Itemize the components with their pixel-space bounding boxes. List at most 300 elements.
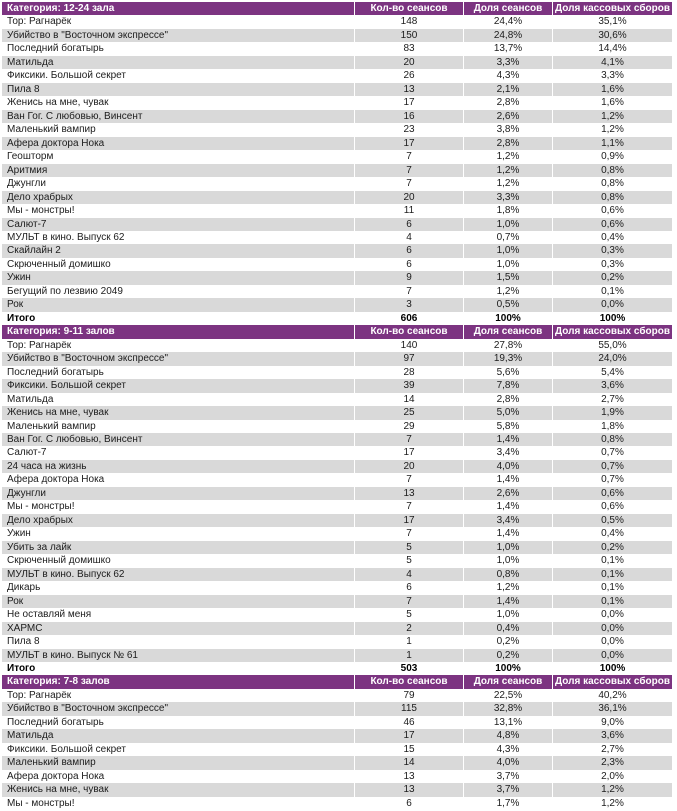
box-office-share-cell: 0,9% — [552, 150, 672, 163]
sessions-count-cell: 20 — [354, 191, 463, 204]
movie-name-cell: Салют-7 — [7, 218, 47, 230]
sessions-share-cell: 1,4% — [463, 500, 552, 513]
sessions-share-cell: 24,8% — [463, 29, 552, 42]
box-office-share-cell: 1,1% — [552, 137, 672, 150]
box-office-share-cell: 0,4% — [552, 527, 672, 540]
box-office-share-cell: 0,7% — [552, 460, 672, 473]
movie-name-cell: Мы - монстры! — [7, 501, 75, 513]
sessions-share-cell: 0,5% — [463, 298, 552, 311]
box-office-share-cell: 3,6% — [552, 729, 672, 742]
sessions-count-cell: 17 — [354, 446, 463, 459]
table-row — [2, 460, 672, 473]
sessions-share-cell: 0,7% — [463, 231, 552, 244]
box-office-share-cell: 0,4% — [552, 231, 672, 244]
sessions-share-cell: 4,3% — [463, 69, 552, 82]
table-row — [2, 743, 672, 756]
sessions-count-cell: 1 — [354, 649, 463, 662]
table-row — [2, 473, 672, 486]
sessions-count-cell: 148 — [354, 15, 463, 28]
sessions-share-cell: 1,0% — [463, 244, 552, 257]
box-office-share-cell: 3,6% — [552, 379, 672, 392]
sessions-count-cell: 3 — [354, 298, 463, 311]
movie-name-cell: Афера доктора Нока — [7, 137, 105, 149]
sessions-count-cell: 150 — [354, 29, 463, 42]
sessions-share-cell: 22,5% — [463, 689, 552, 702]
sessions-share-cell: 3,7% — [463, 770, 552, 783]
box-office-share-cell: 0,0% — [552, 622, 672, 635]
sessions-count-cell: 39 — [354, 379, 463, 392]
sessions-share-cell: 100% — [463, 312, 552, 325]
sessions-count-cell: 7 — [354, 285, 463, 298]
movie-name-cell: Афера доктора Нока — [7, 770, 105, 782]
movie-name-cell: 24 часа на жизнь — [7, 460, 87, 472]
table-row — [2, 83, 672, 96]
sessions-count-cell: 140 — [354, 339, 463, 352]
table-row — [2, 204, 672, 217]
sessions-share-cell: 4,3% — [463, 743, 552, 756]
sessions-share-cell: 1,0% — [463, 258, 552, 271]
movie-name-cell: Женись на мне, чувак — [7, 407, 109, 419]
movie-name-cell: Скрюченный домишко — [7, 258, 111, 270]
sessions-share-cell: 24,4% — [463, 15, 552, 28]
sessions-share-cell: 1,2% — [463, 581, 552, 594]
table-section — [2, 2, 672, 325]
table-row — [2, 15, 672, 28]
box-office-share-cell: 0,3% — [552, 244, 672, 257]
sessions-share-cell: 5,8% — [463, 420, 552, 433]
sessions-share-cell: 1,4% — [463, 595, 552, 608]
movie-name-cell: Афера доктора Нока — [7, 474, 105, 486]
box-office-share-cell: 0,7% — [552, 446, 672, 459]
sessions-count-cell: 79 — [354, 689, 463, 702]
box-office-share-cell: 36,1% — [552, 702, 672, 715]
sessions-count-cell: 25 — [354, 406, 463, 419]
box-office-share-cell: 55,0% — [552, 339, 672, 352]
table-section — [2, 675, 672, 810]
table-row — [2, 352, 672, 365]
sessions-count-cell: 5 — [354, 554, 463, 567]
sessions-count-cell: 7 — [354, 433, 463, 446]
sessions-share-cell: 1,8% — [463, 204, 552, 217]
sessions-share-cell: 1,2% — [463, 177, 552, 190]
sessions-share-cell: 13,7% — [463, 42, 552, 55]
box-office-share-cell: 40,2% — [552, 689, 672, 702]
box-office-share-cell: 0,8% — [552, 191, 672, 204]
section-header-row — [2, 675, 672, 688]
box-office-share-cell: 4,1% — [552, 56, 672, 69]
sessions-count-cell: 26 — [354, 69, 463, 82]
box-office-share-cell: 0,0% — [552, 649, 672, 662]
sessions-count-cell: 29 — [354, 420, 463, 433]
box-office-share-cell: 0,6% — [552, 500, 672, 513]
sessions-count-cell: 2 — [354, 622, 463, 635]
total-row — [2, 662, 672, 675]
movie-name-cell: Последний богатырь — [7, 716, 104, 728]
sessions-count-cell: 6 — [354, 797, 463, 810]
box-office-share-cell: 3,3% — [552, 69, 672, 82]
table-row — [2, 339, 672, 352]
movie-name-cell: Тор: Рагнарёк — [7, 16, 72, 28]
sessions-count-cell: 606 — [354, 312, 463, 325]
movie-name-cell: Бегущий по лезвию 2049 — [7, 285, 123, 297]
movie-name-cell: Ужин — [7, 528, 31, 540]
box-office-share-cell: 0,6% — [552, 204, 672, 217]
table-row — [2, 244, 672, 257]
sessions-count-cell: 4 — [354, 568, 463, 581]
movie-name-cell: Итого — [7, 662, 36, 674]
box-office-share-cell: 0,8% — [552, 164, 672, 177]
movie-name-cell: Последний богатырь — [7, 43, 104, 55]
table-row — [2, 622, 672, 635]
sessions-count-cell: 5 — [354, 608, 463, 621]
sessions-count-cell: 7 — [354, 150, 463, 163]
box-office-share-cell: 2,3% — [552, 756, 672, 769]
sessions-share-cell: 1,4% — [463, 473, 552, 486]
movie-name-cell: Ужин — [7, 272, 31, 284]
box-office-share-cell: 1,2% — [552, 110, 672, 123]
section-header-row — [2, 325, 672, 338]
movie-name-cell: Джунгли — [7, 178, 46, 190]
sessions-share-cell: 1,7% — [463, 797, 552, 810]
movie-name-cell: Женись на мне, чувак — [7, 784, 109, 796]
column-header-sessions-count: Кол-во сеансов — [354, 2, 463, 15]
sessions-share-cell: 1,4% — [463, 527, 552, 540]
table-row — [2, 756, 672, 769]
movie-name-cell: Ван Гог. С любовью, Винсент — [7, 434, 143, 445]
table-row — [2, 568, 672, 581]
section-title: Категория: 12-24 зала — [7, 3, 115, 14]
sessions-count-cell: 28 — [354, 366, 463, 379]
movie-name-cell: Матильда — [7, 730, 54, 742]
section-title: Категория: 7-8 залов — [7, 676, 110, 688]
table-row — [2, 527, 672, 540]
movie-name-cell: Рок — [7, 595, 24, 607]
sessions-count-cell: 13 — [354, 770, 463, 783]
table-row — [2, 177, 672, 190]
box-office-share-cell: 0,2% — [552, 541, 672, 554]
table-row — [2, 541, 672, 554]
movie-name-cell: Тор: Рагнарёк — [7, 339, 72, 351]
movie-name-cell: Рок — [7, 299, 24, 311]
table-row — [2, 69, 672, 82]
box-office-share-cell: 5,4% — [552, 366, 672, 379]
sessions-share-cell: 2,1% — [463, 83, 552, 96]
box-office-share-cell: 1,2% — [552, 797, 672, 810]
movie-name-cell: Пила 8 — [7, 636, 40, 648]
sessions-share-cell: 1,0% — [463, 218, 552, 231]
table-row — [2, 366, 672, 379]
movie-name-cell: Дикарь — [7, 582, 41, 594]
sessions-count-cell: 16 — [354, 110, 463, 123]
table-row — [2, 137, 672, 150]
movie-name-cell: Тор: Рагнарёк — [7, 689, 72, 701]
movie-name-cell: Джунгли — [7, 487, 46, 499]
box-office-share-cell: 14,4% — [552, 42, 672, 55]
movie-name-cell: Маленький вампир — [7, 757, 96, 769]
box-office-share-cell: 0,0% — [552, 635, 672, 648]
table-row — [2, 271, 672, 284]
table-row — [2, 191, 672, 204]
movie-name-cell: МУЛЬТ в кино. Выпуск 62 — [7, 231, 125, 243]
report-table — [2, 2, 672, 810]
sessions-share-cell: 2,8% — [463, 137, 552, 150]
movie-name-cell: Фиксики. Большой секрет — [7, 70, 126, 82]
sessions-count-cell: 9 — [354, 271, 463, 284]
table-row — [2, 500, 672, 513]
sessions-share-cell: 1,2% — [463, 150, 552, 163]
box-office-share-cell: 1,6% — [552, 83, 672, 96]
movie-name-cell: Матильда — [7, 393, 54, 405]
table-row — [2, 164, 672, 177]
table-row — [2, 649, 672, 662]
table-row — [2, 258, 672, 271]
box-office-share-cell: 30,6% — [552, 29, 672, 42]
sessions-share-cell: 19,3% — [463, 352, 552, 365]
sessions-count-cell: 7 — [354, 595, 463, 608]
sessions-share-cell: 27,8% — [463, 339, 552, 352]
table-row — [2, 702, 672, 715]
table-row — [2, 554, 672, 567]
sessions-count-cell: 97 — [354, 352, 463, 365]
table-row — [2, 150, 672, 163]
movie-name-cell: Мы - монстры! — [7, 205, 75, 217]
box-office-share-cell: 1,9% — [552, 406, 672, 419]
table-row — [2, 29, 672, 42]
box-office-share-cell: 0,8% — [552, 433, 672, 446]
table-row — [2, 420, 672, 433]
movie-name-cell: Фиксики. Большой секрет — [7, 743, 126, 755]
sessions-count-cell: 20 — [354, 460, 463, 473]
column-header-sessions-share: Доля сеансов — [463, 325, 552, 338]
movie-name-cell: Убийство в "Восточном экспрессе" — [7, 703, 169, 715]
box-office-share-cell: 0,1% — [552, 581, 672, 594]
movie-name-cell: Салют-7 — [7, 447, 47, 459]
sessions-share-cell: 0,2% — [463, 649, 552, 662]
sessions-count-cell: 20 — [354, 56, 463, 69]
sessions-count-cell: 7 — [354, 164, 463, 177]
sessions-share-cell: 13,1% — [463, 716, 552, 729]
table-row — [2, 393, 672, 406]
table-row — [2, 406, 672, 419]
column-header-sessions-count: Кол-во сеансов — [354, 325, 463, 338]
box-office-share-cell: 1,2% — [552, 783, 672, 796]
sessions-count-cell: 17 — [354, 137, 463, 150]
sessions-share-cell: 3,3% — [463, 191, 552, 204]
table-row — [2, 56, 672, 69]
box-office-share-cell: 0,7% — [552, 473, 672, 486]
table-row — [2, 433, 672, 446]
box-office-share-cell: 24,0% — [552, 352, 672, 365]
sessions-share-cell: 2,6% — [463, 110, 552, 123]
sessions-share-cell: 3,4% — [463, 514, 552, 527]
section-title: Категория: 9-11 залов — [7, 326, 115, 338]
sessions-count-cell: 17 — [354, 729, 463, 742]
table-row — [2, 783, 672, 796]
sessions-share-cell: 1,5% — [463, 271, 552, 284]
movie-name-cell: Женись на мне, чувак — [7, 97, 109, 109]
movie-name-cell: ХАРМС — [7, 622, 43, 634]
sessions-count-cell: 6 — [354, 244, 463, 257]
sessions-count-cell: 7 — [354, 527, 463, 540]
movie-name-cell: МУЛЬТ в кино. Выпуск № 61 — [7, 649, 138, 661]
total-row — [2, 312, 672, 325]
sessions-count-cell: 17 — [354, 96, 463, 109]
table-row — [2, 285, 672, 298]
box-office-share-cell: 0,6% — [552, 218, 672, 231]
sessions-count-cell: 503 — [354, 662, 463, 675]
sessions-share-cell: 5,6% — [463, 366, 552, 379]
table-row — [2, 123, 672, 136]
column-header-sessions-share: Доля сеансов — [463, 675, 552, 688]
box-office-share-cell: 2,0% — [552, 770, 672, 783]
movie-name-cell: Убить за лайк — [7, 541, 72, 553]
box-office-share-cell: 0,1% — [552, 595, 672, 608]
sessions-share-cell: 3,8% — [463, 123, 552, 136]
sessions-count-cell: 13 — [354, 487, 463, 500]
movie-name-cell: Не оставляй меня — [7, 609, 92, 621]
sessions-count-cell: 23 — [354, 123, 463, 136]
sessions-share-cell: 100% — [463, 662, 552, 675]
table-row — [2, 635, 672, 648]
sessions-count-cell: 46 — [354, 716, 463, 729]
movie-name-cell: Скайлайн 2 — [7, 245, 61, 257]
table-row — [2, 689, 672, 702]
sessions-share-cell: 3,3% — [463, 56, 552, 69]
box-office-share-cell: 9,0% — [552, 716, 672, 729]
sessions-share-cell: 1,0% — [463, 608, 552, 621]
movie-name-cell: Дело храбрых — [7, 191, 73, 203]
table-row — [2, 231, 672, 244]
table-row — [2, 218, 672, 231]
table-row — [2, 379, 672, 392]
sessions-share-cell: 1,0% — [463, 541, 552, 554]
table-row — [2, 595, 672, 608]
table-row — [2, 716, 672, 729]
movie-name-cell: Пила 8 — [7, 83, 40, 95]
table-row — [2, 729, 672, 742]
movie-name-cell: Матильда — [7, 56, 54, 68]
sessions-count-cell: 14 — [354, 393, 463, 406]
movie-name-cell: Убийство в "Восточном экспрессе" — [7, 353, 169, 365]
section-header-row — [2, 2, 672, 15]
column-header-sessions-share: Доля сеансов — [463, 2, 552, 15]
sessions-count-cell: 13 — [354, 83, 463, 96]
sessions-count-cell: 7 — [354, 177, 463, 190]
sessions-share-cell: 3,4% — [463, 446, 552, 459]
sessions-share-cell: 0,8% — [463, 568, 552, 581]
sessions-share-cell: 2,8% — [463, 393, 552, 406]
box-office-share-cell: 2,7% — [552, 743, 672, 756]
sessions-share-cell: 2,8% — [463, 96, 552, 109]
sessions-share-cell: 0,2% — [463, 635, 552, 648]
box-office-share-cell: 0,6% — [552, 487, 672, 500]
table-row — [2, 110, 672, 123]
box-office-share-cell: 0,5% — [552, 514, 672, 527]
movie-name-cell: Фиксики. Большой секрет — [7, 380, 126, 392]
sessions-count-cell: 1 — [354, 635, 463, 648]
sessions-count-cell: 7 — [354, 473, 463, 486]
box-office-share-cell: 0,1% — [552, 554, 672, 567]
column-header-sessions-count: Кол-во сеансов — [354, 675, 463, 688]
table-row — [2, 581, 672, 594]
box-office-share-cell: 2,7% — [552, 393, 672, 406]
box-office-share-cell: 0,8% — [552, 177, 672, 190]
sessions-share-cell: 2,6% — [463, 487, 552, 500]
table-section — [2, 325, 672, 675]
movie-name-cell: Ван Гог. С любовью, Винсент — [7, 110, 143, 122]
table-row — [2, 770, 672, 783]
sessions-share-cell: 32,8% — [463, 702, 552, 715]
sessions-count-cell: 6 — [354, 258, 463, 271]
sessions-count-cell: 7 — [354, 500, 463, 513]
box-office-share-cell: 1,6% — [552, 96, 672, 109]
movie-name-cell: Последний богатырь — [7, 366, 104, 378]
box-office-share-cell: 1,2% — [552, 123, 672, 136]
sessions-count-cell: 6 — [354, 581, 463, 594]
box-office-share-cell: 0,3% — [552, 258, 672, 271]
box-office-share-cell: 0,0% — [552, 298, 672, 311]
sessions-share-cell: 1,2% — [463, 285, 552, 298]
box-office-share-cell: 35,1% — [552, 15, 672, 28]
table-row — [2, 797, 672, 810]
sessions-count-cell: 6 — [354, 218, 463, 231]
sessions-count-cell: 4 — [354, 231, 463, 244]
movie-name-cell: МУЛЬТ в кино. Выпуск 62 — [7, 568, 125, 580]
movie-name-cell: Мы - монстры! — [7, 797, 75, 809]
movie-name-cell: Аритмия — [7, 164, 48, 176]
column-header-box-office-share: Доля кассовых сборов — [552, 2, 672, 15]
table-row — [2, 487, 672, 500]
sessions-count-cell: 17 — [354, 514, 463, 527]
sessions-share-cell: 7,8% — [463, 379, 552, 392]
box-office-share-cell: 0,2% — [552, 271, 672, 284]
table-row — [2, 608, 672, 621]
sessions-count-cell: 11 — [354, 204, 463, 217]
movie-name-cell: Убийство в "Восточном экспрессе" — [7, 29, 169, 41]
sessions-share-cell: 5,0% — [463, 406, 552, 419]
table-row — [2, 446, 672, 459]
sessions-share-cell: 4,8% — [463, 729, 552, 742]
table-row — [2, 298, 672, 311]
table-row — [2, 514, 672, 527]
table-row — [2, 42, 672, 55]
sessions-share-cell: 3,7% — [463, 783, 552, 796]
movie-name-cell: Маленький вампир — [7, 124, 96, 136]
movie-name-cell: Итого — [7, 312, 36, 324]
sessions-share-cell: 4,0% — [463, 756, 552, 769]
sessions-count-cell: 14 — [354, 756, 463, 769]
box-office-share-cell: 0,0% — [552, 608, 672, 621]
box-office-share-cell: 0,1% — [552, 285, 672, 298]
sessions-share-cell: 1,0% — [463, 554, 552, 567]
box-office-share-cell: 0,1% — [552, 568, 672, 581]
movie-name-cell: Маленький вампир — [7, 420, 96, 432]
box-office-share-cell: 100% — [552, 662, 672, 675]
movie-name-cell: Дело храбрых — [7, 514, 73, 526]
sessions-count-cell: 13 — [354, 783, 463, 796]
box-office-share-cell: 100% — [552, 312, 672, 325]
sessions-share-cell: 4,0% — [463, 460, 552, 473]
movie-name-cell: Скрюченный домишко — [7, 555, 111, 567]
sessions-share-cell: 1,2% — [463, 164, 552, 177]
sessions-share-cell: 0,4% — [463, 622, 552, 635]
column-header-box-office-share: Доля кассовых сборов — [552, 325, 672, 338]
sessions-count-cell: 15 — [354, 743, 463, 756]
sessions-count-cell: 83 — [354, 42, 463, 55]
box-office-share-cell: 1,8% — [552, 420, 672, 433]
table-row — [2, 96, 672, 109]
sessions-count-cell: 5 — [354, 541, 463, 554]
